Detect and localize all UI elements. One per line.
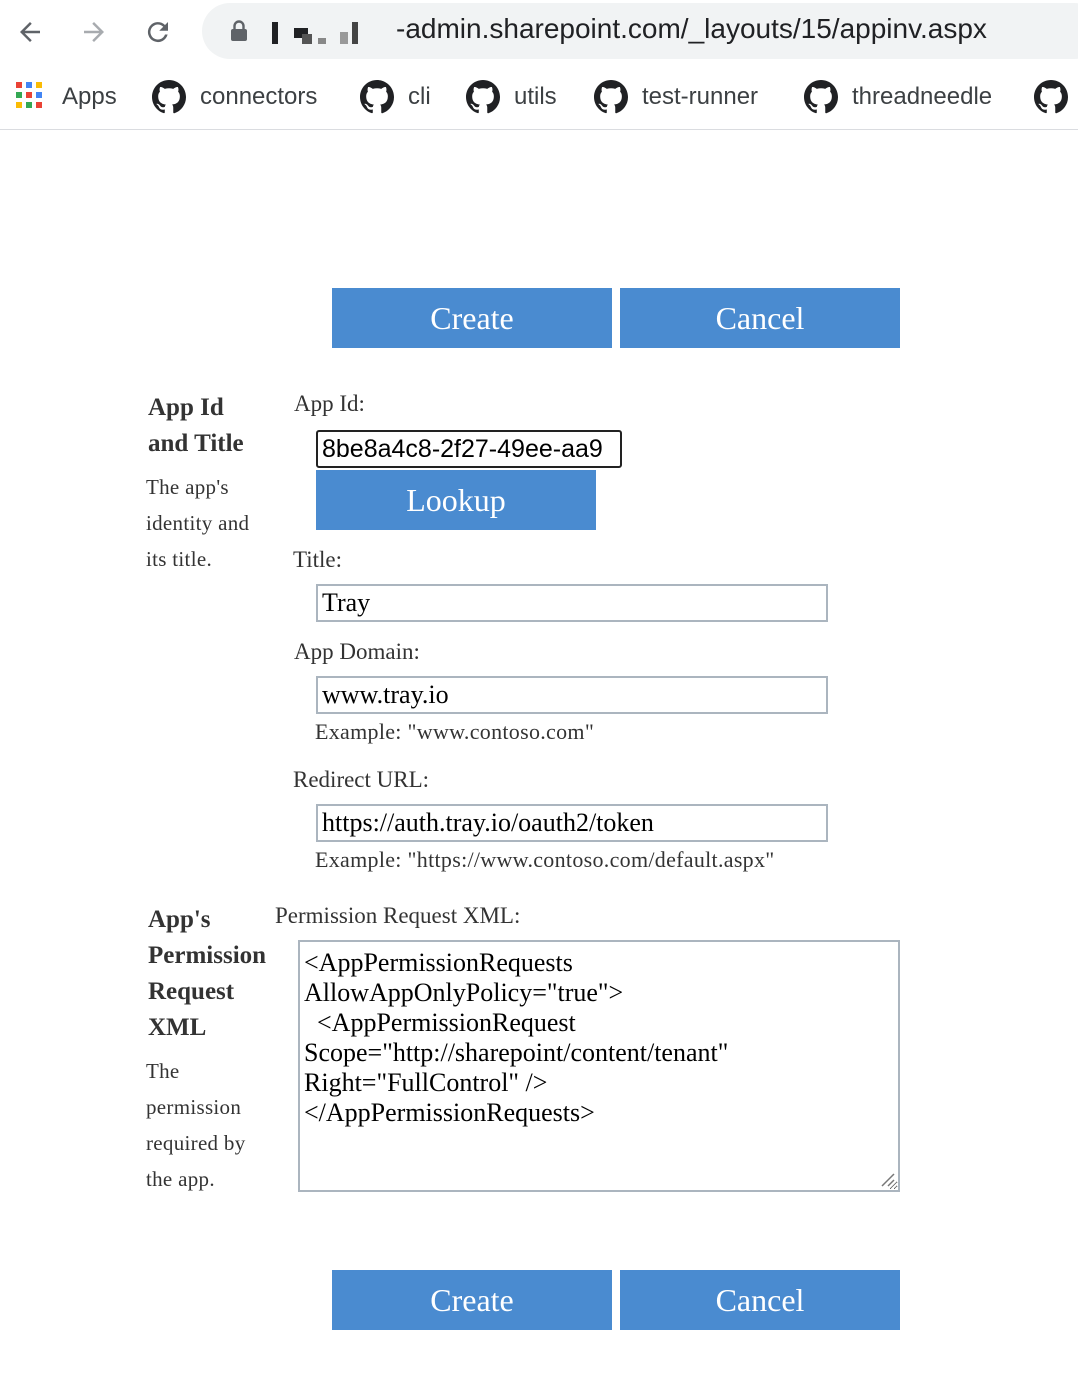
lock-icon (229, 20, 249, 42)
back-arrow-icon (15, 17, 45, 47)
bookmark-label: connectors (200, 83, 318, 110)
github-icon (152, 80, 186, 114)
section-title-permission: App's Permission Request XML (148, 906, 267, 1041)
bookmark-overflow[interactable] (1034, 64, 1078, 130)
permission-xml-label: Permission Request XML: (275, 903, 521, 928)
redirect-url-label: Redirect URL: (293, 767, 430, 792)
app-domain-input[interactable] (316, 676, 828, 714)
create-button-bottom[interactable]: Create (332, 1270, 612, 1330)
redirect-url-input[interactable] (316, 804, 828, 842)
bookmark-label: cli (408, 83, 431, 110)
address-bar[interactable] (202, 3, 1078, 59)
back-button[interactable] (10, 12, 50, 52)
url-text[interactable]: -admin.sharepoint.com/_layouts/15/appinv.aspx (396, 13, 987, 44)
lookup-button[interactable]: Lookup (316, 470, 596, 530)
bookmark-apps[interactable] (16, 64, 117, 130)
create-button-top[interactable]: Create (332, 288, 612, 348)
bookmark-connectors[interactable] (152, 64, 317, 130)
resize-handle-icon[interactable] (878, 1170, 896, 1188)
bookmark-label: utils (514, 83, 557, 110)
bookmark-cli[interactable] (360, 64, 431, 130)
bookmark-label: test-runner (642, 83, 759, 110)
forward-arrow-icon (79, 17, 109, 47)
app-domain-example: Example: "www.contoso.com" (315, 719, 595, 744)
github-icon (594, 80, 628, 114)
bookmark-test-runner[interactable] (594, 64, 758, 130)
cancel-button-bottom[interactable]: Cancel (620, 1270, 900, 1330)
bookmark-threadneedle[interactable] (804, 64, 992, 130)
app-domain-label: App Domain: (294, 639, 420, 664)
browser-toolbar (0, 0, 1078, 64)
cancel-button-top[interactable]: Cancel (620, 288, 900, 348)
section-desc-app-id: The app's identity and its title. (146, 475, 250, 571)
forward-button[interactable] (74, 12, 114, 52)
bookmark-label: threadneedle (852, 83, 993, 110)
bookmark-label: Apps (62, 83, 117, 110)
permission-xml-textarea[interactable] (298, 940, 900, 1192)
section-title-app-id: App Id and Title (148, 394, 244, 457)
app-id-label: App Id: (294, 391, 365, 416)
bookmarks-bar (0, 64, 1078, 130)
title-input[interactable] (316, 584, 828, 622)
bookmark-utils[interactable] (466, 64, 557, 130)
reload-icon (143, 17, 173, 47)
apps-grid-icon (16, 82, 46, 112)
title-label: Title: (293, 547, 343, 572)
github-icon (466, 80, 500, 114)
section-desc-permission: The permission required by the app. (146, 1059, 246, 1191)
github-icon (804, 80, 838, 114)
app-id-input[interactable] (316, 430, 622, 468)
reload-button[interactable] (138, 12, 178, 52)
redirect-url-example: Example: "https://www.contoso.com/default.aspx" (315, 847, 775, 872)
github-icon (360, 80, 394, 114)
github-icon (1034, 80, 1068, 114)
